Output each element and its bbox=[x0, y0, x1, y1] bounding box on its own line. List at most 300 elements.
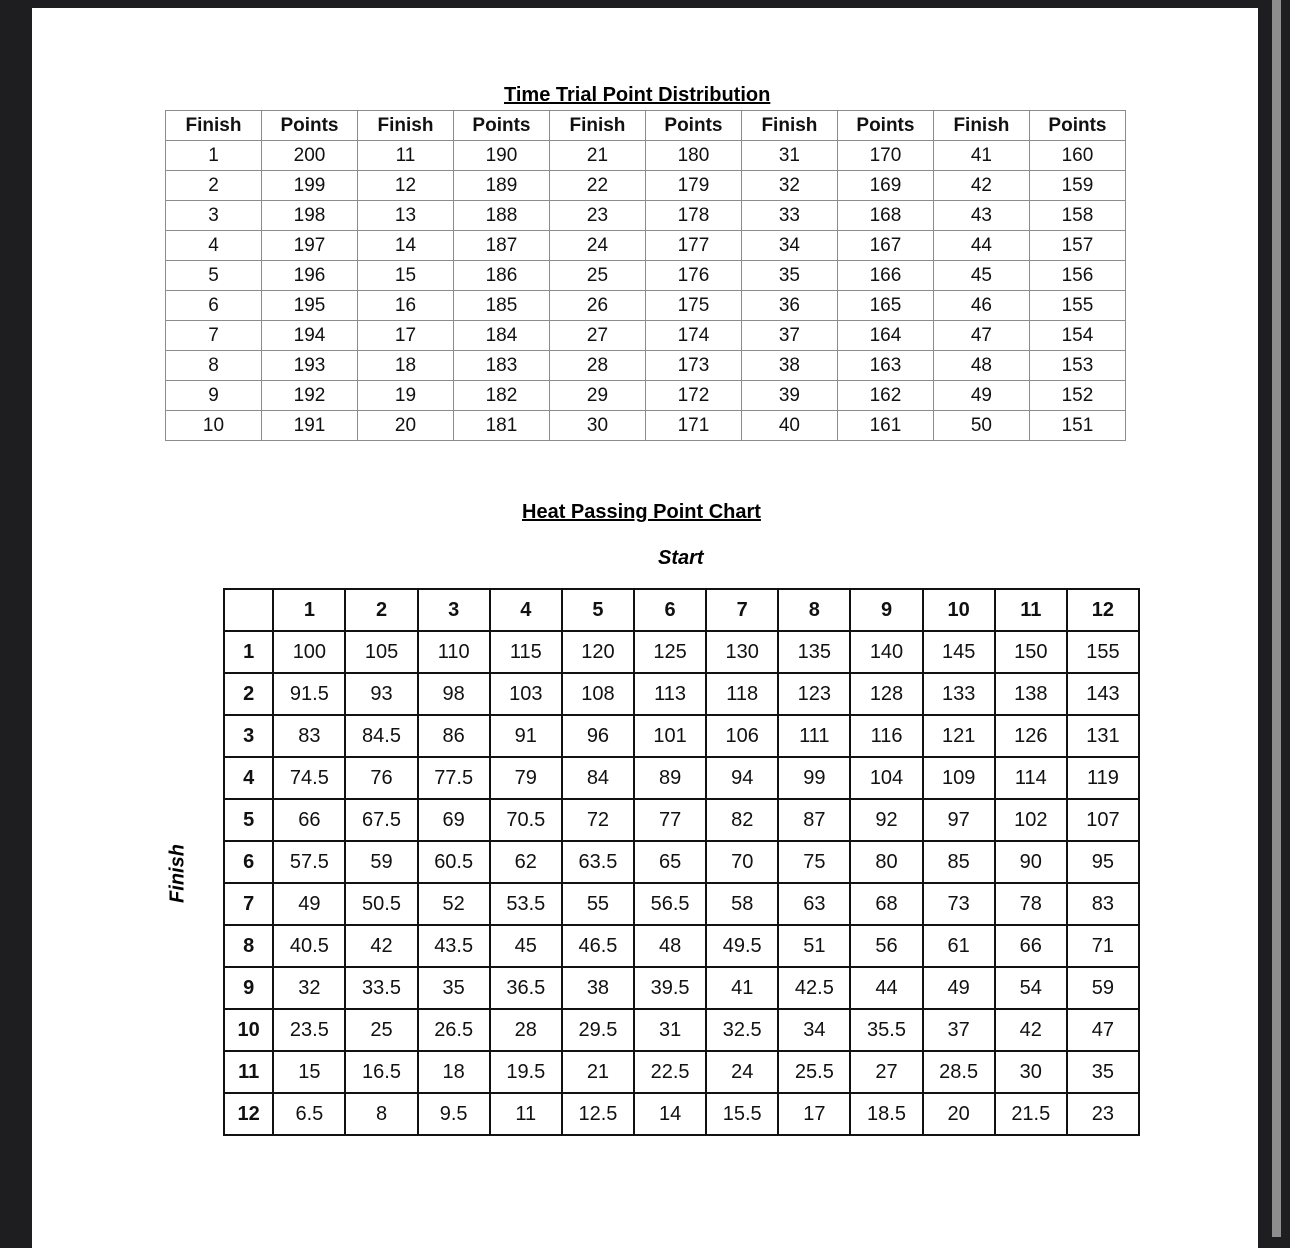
points-cell: 84 bbox=[562, 757, 634, 799]
points-cell: 18.5 bbox=[850, 1093, 922, 1135]
points-cell: 99 bbox=[778, 757, 850, 799]
points-cell: 28 bbox=[490, 1009, 562, 1051]
points-cell: 167 bbox=[837, 231, 933, 261]
points-cell: 16.5 bbox=[345, 1051, 417, 1093]
points-cell: 170 bbox=[837, 141, 933, 171]
start-position-header: 10 bbox=[923, 589, 995, 631]
points-cell: 79 bbox=[490, 757, 562, 799]
points-cell: 25 bbox=[345, 1009, 417, 1051]
points-cell: 155 bbox=[1029, 291, 1125, 321]
points-cell: 93 bbox=[345, 673, 417, 715]
points-cell: 118 bbox=[706, 673, 778, 715]
column-header: Finish bbox=[357, 111, 453, 141]
points-cell: 42 bbox=[345, 925, 417, 967]
points-cell: 175 bbox=[645, 291, 741, 321]
points-cell: 58 bbox=[706, 883, 778, 925]
points-cell: 70 bbox=[706, 841, 778, 883]
points-cell: 47 bbox=[1067, 1009, 1139, 1051]
points-cell: 173 bbox=[645, 351, 741, 381]
time-trial-title: Time Trial Point Distribution bbox=[504, 84, 771, 106]
finish-cell: 1 bbox=[166, 141, 262, 171]
points-cell: 78 bbox=[995, 883, 1067, 925]
points-cell: 116 bbox=[850, 715, 922, 757]
points-cell: 151 bbox=[1029, 411, 1125, 441]
finish-cell: 46 bbox=[933, 291, 1029, 321]
corner-cell bbox=[224, 589, 273, 631]
points-cell: 105 bbox=[345, 631, 417, 673]
points-cell: 70.5 bbox=[490, 799, 562, 841]
points-cell: 97 bbox=[923, 799, 995, 841]
table-row bbox=[224, 1093, 1139, 1135]
points-cell: 12.5 bbox=[562, 1093, 634, 1135]
points-cell: 50.5 bbox=[345, 883, 417, 925]
finish-cell: 24 bbox=[549, 231, 645, 261]
points-cell: 115 bbox=[490, 631, 562, 673]
finish-cell: 21 bbox=[549, 141, 645, 171]
points-cell: 180 bbox=[645, 141, 741, 171]
finish-cell: 36 bbox=[741, 291, 837, 321]
points-cell: 9.5 bbox=[418, 1093, 490, 1135]
start-position-header: 5 bbox=[562, 589, 634, 631]
points-cell: 26.5 bbox=[418, 1009, 490, 1051]
points-cell: 91 bbox=[490, 715, 562, 757]
points-cell: 101 bbox=[634, 715, 706, 757]
points-cell: 23.5 bbox=[273, 1009, 345, 1051]
finish-cell: 18 bbox=[357, 351, 453, 381]
points-cell: 155 bbox=[1067, 631, 1139, 673]
column-header: Points bbox=[645, 111, 741, 141]
finish-axis-label: Finish bbox=[166, 844, 189, 903]
points-cell: 92 bbox=[850, 799, 922, 841]
points-cell: 190 bbox=[453, 141, 549, 171]
points-cell: 77 bbox=[634, 799, 706, 841]
points-cell: 163 bbox=[837, 351, 933, 381]
points-cell: 46.5 bbox=[562, 925, 634, 967]
points-cell: 95 bbox=[1067, 841, 1139, 883]
points-cell: 87 bbox=[778, 799, 850, 841]
finish-position-header: 3 bbox=[224, 715, 273, 757]
finish-position-header: 5 bbox=[224, 799, 273, 841]
finish-position-header: 9 bbox=[224, 967, 273, 1009]
points-cell: 150 bbox=[995, 631, 1067, 673]
finish-position-header: 4 bbox=[224, 757, 273, 799]
points-cell: 68 bbox=[850, 883, 922, 925]
points-cell: 138 bbox=[995, 673, 1067, 715]
points-cell: 145 bbox=[923, 631, 995, 673]
points-cell: 49.5 bbox=[706, 925, 778, 967]
points-cell: 65 bbox=[634, 841, 706, 883]
finish-cell: 31 bbox=[741, 141, 837, 171]
points-cell: 19.5 bbox=[490, 1051, 562, 1093]
points-cell: 86 bbox=[418, 715, 490, 757]
points-cell: 193 bbox=[261, 351, 357, 381]
points-cell: 21.5 bbox=[995, 1093, 1067, 1135]
points-cell: 67.5 bbox=[345, 799, 417, 841]
points-cell: 38 bbox=[562, 967, 634, 1009]
table-row bbox=[166, 231, 1126, 261]
points-cell: 40.5 bbox=[273, 925, 345, 967]
points-cell: 157 bbox=[1029, 231, 1125, 261]
finish-cell: 6 bbox=[166, 291, 262, 321]
finish-position-header: 10 bbox=[224, 1009, 273, 1051]
finish-cell: 11 bbox=[357, 141, 453, 171]
finish-cell: 39 bbox=[741, 381, 837, 411]
points-cell: 75 bbox=[778, 841, 850, 883]
points-cell: 43.5 bbox=[418, 925, 490, 967]
points-cell: 54 bbox=[995, 967, 1067, 1009]
table-row bbox=[166, 411, 1126, 441]
table-row bbox=[224, 757, 1139, 799]
finish-cell: 22 bbox=[549, 171, 645, 201]
points-cell: 110 bbox=[418, 631, 490, 673]
finish-position-header: 1 bbox=[224, 631, 273, 673]
points-cell: 192 bbox=[261, 381, 357, 411]
finish-position-header: 7 bbox=[224, 883, 273, 925]
points-cell: 174 bbox=[645, 321, 741, 351]
points-cell: 108 bbox=[562, 673, 634, 715]
finish-cell: 43 bbox=[933, 201, 1029, 231]
finish-cell: 27 bbox=[549, 321, 645, 351]
finish-cell: 14 bbox=[357, 231, 453, 261]
heat-passing-title: Heat Passing Point Chart bbox=[522, 501, 761, 523]
points-cell: 184 bbox=[453, 321, 549, 351]
points-cell: 153 bbox=[1029, 351, 1125, 381]
finish-cell: 28 bbox=[549, 351, 645, 381]
points-cell: 182 bbox=[453, 381, 549, 411]
points-cell: 63.5 bbox=[562, 841, 634, 883]
table-row bbox=[224, 799, 1139, 841]
points-cell: 198 bbox=[261, 201, 357, 231]
points-cell: 72 bbox=[562, 799, 634, 841]
finish-cell: 7 bbox=[166, 321, 262, 351]
points-cell: 15 bbox=[273, 1051, 345, 1093]
finish-position-header: 2 bbox=[224, 673, 273, 715]
column-header: Finish bbox=[166, 111, 262, 141]
points-cell: 186 bbox=[453, 261, 549, 291]
points-cell: 23 bbox=[1067, 1093, 1139, 1135]
points-cell: 69 bbox=[418, 799, 490, 841]
points-cell: 94 bbox=[706, 757, 778, 799]
column-header: Points bbox=[1029, 111, 1125, 141]
finish-cell: 47 bbox=[933, 321, 1029, 351]
finish-cell: 15 bbox=[357, 261, 453, 291]
points-cell: 152 bbox=[1029, 381, 1125, 411]
points-cell: 104 bbox=[850, 757, 922, 799]
start-position-header: 6 bbox=[634, 589, 706, 631]
points-cell: 66 bbox=[995, 925, 1067, 967]
finish-cell: 32 bbox=[741, 171, 837, 201]
points-cell: 106 bbox=[706, 715, 778, 757]
points-cell: 98 bbox=[418, 673, 490, 715]
points-cell: 45 bbox=[490, 925, 562, 967]
points-cell: 52 bbox=[418, 883, 490, 925]
finish-cell: 19 bbox=[357, 381, 453, 411]
finish-cell: 12 bbox=[357, 171, 453, 201]
points-cell: 20 bbox=[923, 1093, 995, 1135]
finish-position-header: 6 bbox=[224, 841, 273, 883]
points-cell: 114 bbox=[995, 757, 1067, 799]
points-cell: 49 bbox=[923, 967, 995, 1009]
points-cell: 17 bbox=[778, 1093, 850, 1135]
column-header: Finish bbox=[549, 111, 645, 141]
points-cell: 140 bbox=[850, 631, 922, 673]
table-row bbox=[224, 883, 1139, 925]
points-cell: 189 bbox=[453, 171, 549, 201]
points-cell: 90 bbox=[995, 841, 1067, 883]
finish-cell: 2 bbox=[166, 171, 262, 201]
points-cell: 158 bbox=[1029, 201, 1125, 231]
points-cell: 181 bbox=[453, 411, 549, 441]
points-cell: 133 bbox=[923, 673, 995, 715]
finish-cell: 30 bbox=[549, 411, 645, 441]
points-cell: 24 bbox=[706, 1051, 778, 1093]
points-cell: 77.5 bbox=[418, 757, 490, 799]
points-cell: 80 bbox=[850, 841, 922, 883]
points-cell: 161 bbox=[837, 411, 933, 441]
points-cell: 130 bbox=[706, 631, 778, 673]
points-cell: 74.5 bbox=[273, 757, 345, 799]
points-cell: 164 bbox=[837, 321, 933, 351]
points-cell: 176 bbox=[645, 261, 741, 291]
points-cell: 42 bbox=[995, 1009, 1067, 1051]
start-position-header: 12 bbox=[1067, 589, 1139, 631]
points-cell: 83 bbox=[1067, 883, 1139, 925]
finish-cell: 42 bbox=[933, 171, 1029, 201]
finish-cell: 13 bbox=[357, 201, 453, 231]
finish-position-header: 8 bbox=[224, 925, 273, 967]
finish-cell: 17 bbox=[357, 321, 453, 351]
points-cell: 56 bbox=[850, 925, 922, 967]
points-cell: 11 bbox=[490, 1093, 562, 1135]
points-cell: 14 bbox=[634, 1093, 706, 1135]
points-cell: 165 bbox=[837, 291, 933, 321]
start-position-header: 1 bbox=[273, 589, 345, 631]
finish-position-header: 11 bbox=[224, 1051, 273, 1093]
table-row bbox=[224, 715, 1139, 757]
points-cell: 18 bbox=[418, 1051, 490, 1093]
finish-cell: 40 bbox=[741, 411, 837, 441]
points-cell: 41 bbox=[706, 967, 778, 1009]
finish-cell: 35 bbox=[741, 261, 837, 291]
points-cell: 166 bbox=[837, 261, 933, 291]
points-cell: 28.5 bbox=[923, 1051, 995, 1093]
table-row bbox=[224, 631, 1139, 673]
points-cell: 37 bbox=[923, 1009, 995, 1051]
header-row bbox=[224, 589, 1139, 631]
start-position-header: 9 bbox=[850, 589, 922, 631]
points-cell: 197 bbox=[261, 231, 357, 261]
points-cell: 154 bbox=[1029, 321, 1125, 351]
points-cell: 185 bbox=[453, 291, 549, 321]
finish-cell: 10 bbox=[166, 411, 262, 441]
points-cell: 187 bbox=[453, 231, 549, 261]
table-row bbox=[166, 291, 1126, 321]
column-header: Finish bbox=[741, 111, 837, 141]
points-cell: 15.5 bbox=[706, 1093, 778, 1135]
points-cell: 82 bbox=[706, 799, 778, 841]
points-cell: 183 bbox=[453, 351, 549, 381]
points-cell: 159 bbox=[1029, 171, 1125, 201]
points-cell: 143 bbox=[1067, 673, 1139, 715]
start-position-header: 4 bbox=[490, 589, 562, 631]
points-cell: 36.5 bbox=[490, 967, 562, 1009]
points-cell: 200 bbox=[261, 141, 357, 171]
points-cell: 135 bbox=[778, 631, 850, 673]
points-cell: 57.5 bbox=[273, 841, 345, 883]
points-cell: 121 bbox=[923, 715, 995, 757]
points-cell: 34 bbox=[778, 1009, 850, 1051]
points-cell: 42.5 bbox=[778, 967, 850, 1009]
points-cell: 51 bbox=[778, 925, 850, 967]
finish-cell: 41 bbox=[933, 141, 1029, 171]
finish-cell: 38 bbox=[741, 351, 837, 381]
points-cell: 55 bbox=[562, 883, 634, 925]
points-cell: 100 bbox=[273, 631, 345, 673]
points-cell: 32 bbox=[273, 967, 345, 1009]
points-cell: 120 bbox=[562, 631, 634, 673]
points-cell: 85 bbox=[923, 841, 995, 883]
finish-cell: 49 bbox=[933, 381, 1029, 411]
vertical-scrollbar[interactable] bbox=[1272, 0, 1281, 1237]
points-cell: 59 bbox=[345, 841, 417, 883]
points-cell: 179 bbox=[645, 171, 741, 201]
points-cell: 33.5 bbox=[345, 967, 417, 1009]
finish-cell: 45 bbox=[933, 261, 1029, 291]
points-cell: 83 bbox=[273, 715, 345, 757]
start-position-header: 2 bbox=[345, 589, 417, 631]
table-row bbox=[166, 201, 1126, 231]
finish-cell: 16 bbox=[357, 291, 453, 321]
points-cell: 53.5 bbox=[490, 883, 562, 925]
table-row bbox=[224, 925, 1139, 967]
table-row bbox=[224, 673, 1139, 715]
points-cell: 84.5 bbox=[345, 715, 417, 757]
table-row bbox=[166, 321, 1126, 351]
points-cell: 169 bbox=[837, 171, 933, 201]
finish-cell: 3 bbox=[166, 201, 262, 231]
table-row bbox=[166, 171, 1126, 201]
points-cell: 6.5 bbox=[273, 1093, 345, 1135]
finish-cell: 48 bbox=[933, 351, 1029, 381]
finish-cell: 29 bbox=[549, 381, 645, 411]
points-cell: 111 bbox=[778, 715, 850, 757]
points-cell: 73 bbox=[923, 883, 995, 925]
points-cell: 27 bbox=[850, 1051, 922, 1093]
finish-cell: 8 bbox=[166, 351, 262, 381]
finish-cell: 25 bbox=[549, 261, 645, 291]
table-row bbox=[166, 261, 1126, 291]
points-cell: 29.5 bbox=[562, 1009, 634, 1051]
column-header: Points bbox=[261, 111, 357, 141]
points-cell: 25.5 bbox=[778, 1051, 850, 1093]
finish-cell: 5 bbox=[166, 261, 262, 291]
points-cell: 109 bbox=[923, 757, 995, 799]
points-cell: 39.5 bbox=[634, 967, 706, 1009]
finish-cell: 44 bbox=[933, 231, 1029, 261]
start-position-header: 11 bbox=[995, 589, 1067, 631]
points-cell: 35.5 bbox=[850, 1009, 922, 1051]
table-row bbox=[224, 1051, 1139, 1093]
finish-cell: 26 bbox=[549, 291, 645, 321]
points-cell: 22.5 bbox=[634, 1051, 706, 1093]
points-cell: 35 bbox=[418, 967, 490, 1009]
points-cell: 156 bbox=[1029, 261, 1125, 291]
points-cell: 195 bbox=[261, 291, 357, 321]
points-cell: 172 bbox=[645, 381, 741, 411]
heat-passing-table bbox=[223, 588, 1140, 1136]
points-cell: 44 bbox=[850, 967, 922, 1009]
points-cell: 30 bbox=[995, 1051, 1067, 1093]
points-cell: 177 bbox=[645, 231, 741, 261]
points-cell: 8 bbox=[345, 1093, 417, 1135]
points-cell: 199 bbox=[261, 171, 357, 201]
points-cell: 48 bbox=[634, 925, 706, 967]
points-cell: 119 bbox=[1067, 757, 1139, 799]
points-cell: 191 bbox=[261, 411, 357, 441]
points-cell: 59 bbox=[1067, 967, 1139, 1009]
points-cell: 66 bbox=[273, 799, 345, 841]
table-row bbox=[224, 1009, 1139, 1051]
finish-cell: 50 bbox=[933, 411, 1029, 441]
points-cell: 62 bbox=[490, 841, 562, 883]
table-row bbox=[166, 351, 1126, 381]
points-cell: 61 bbox=[923, 925, 995, 967]
finish-cell: 4 bbox=[166, 231, 262, 261]
points-cell: 113 bbox=[634, 673, 706, 715]
points-cell: 128 bbox=[850, 673, 922, 715]
header-row bbox=[166, 111, 1126, 141]
points-cell: 49 bbox=[273, 883, 345, 925]
points-cell: 160 bbox=[1029, 141, 1125, 171]
points-cell: 96 bbox=[562, 715, 634, 757]
start-position-header: 7 bbox=[706, 589, 778, 631]
column-header: Finish bbox=[933, 111, 1029, 141]
points-cell: 60.5 bbox=[418, 841, 490, 883]
points-cell: 21 bbox=[562, 1051, 634, 1093]
column-header: Points bbox=[453, 111, 549, 141]
finish-cell: 34 bbox=[741, 231, 837, 261]
points-cell: 171 bbox=[645, 411, 741, 441]
points-cell: 71 bbox=[1067, 925, 1139, 967]
table-row bbox=[224, 967, 1139, 1009]
points-cell: 32.5 bbox=[706, 1009, 778, 1051]
table-row bbox=[166, 381, 1126, 411]
points-cell: 63 bbox=[778, 883, 850, 925]
points-cell: 162 bbox=[837, 381, 933, 411]
points-cell: 56.5 bbox=[634, 883, 706, 925]
points-cell: 178 bbox=[645, 201, 741, 231]
finish-cell: 23 bbox=[549, 201, 645, 231]
points-cell: 89 bbox=[634, 757, 706, 799]
points-cell: 125 bbox=[634, 631, 706, 673]
finish-position-header: 12 bbox=[224, 1093, 273, 1135]
finish-cell: 9 bbox=[166, 381, 262, 411]
points-cell: 188 bbox=[453, 201, 549, 231]
column-header: Points bbox=[837, 111, 933, 141]
start-axis-label: Start bbox=[658, 547, 704, 569]
points-cell: 76 bbox=[345, 757, 417, 799]
points-cell: 123 bbox=[778, 673, 850, 715]
points-cell: 168 bbox=[837, 201, 933, 231]
points-cell: 196 bbox=[261, 261, 357, 291]
table-row bbox=[224, 841, 1139, 883]
start-position-header: 8 bbox=[778, 589, 850, 631]
points-cell: 102 bbox=[995, 799, 1067, 841]
points-cell: 194 bbox=[261, 321, 357, 351]
points-cell: 35 bbox=[1067, 1051, 1139, 1093]
finish-cell: 20 bbox=[357, 411, 453, 441]
points-cell: 31 bbox=[634, 1009, 706, 1051]
